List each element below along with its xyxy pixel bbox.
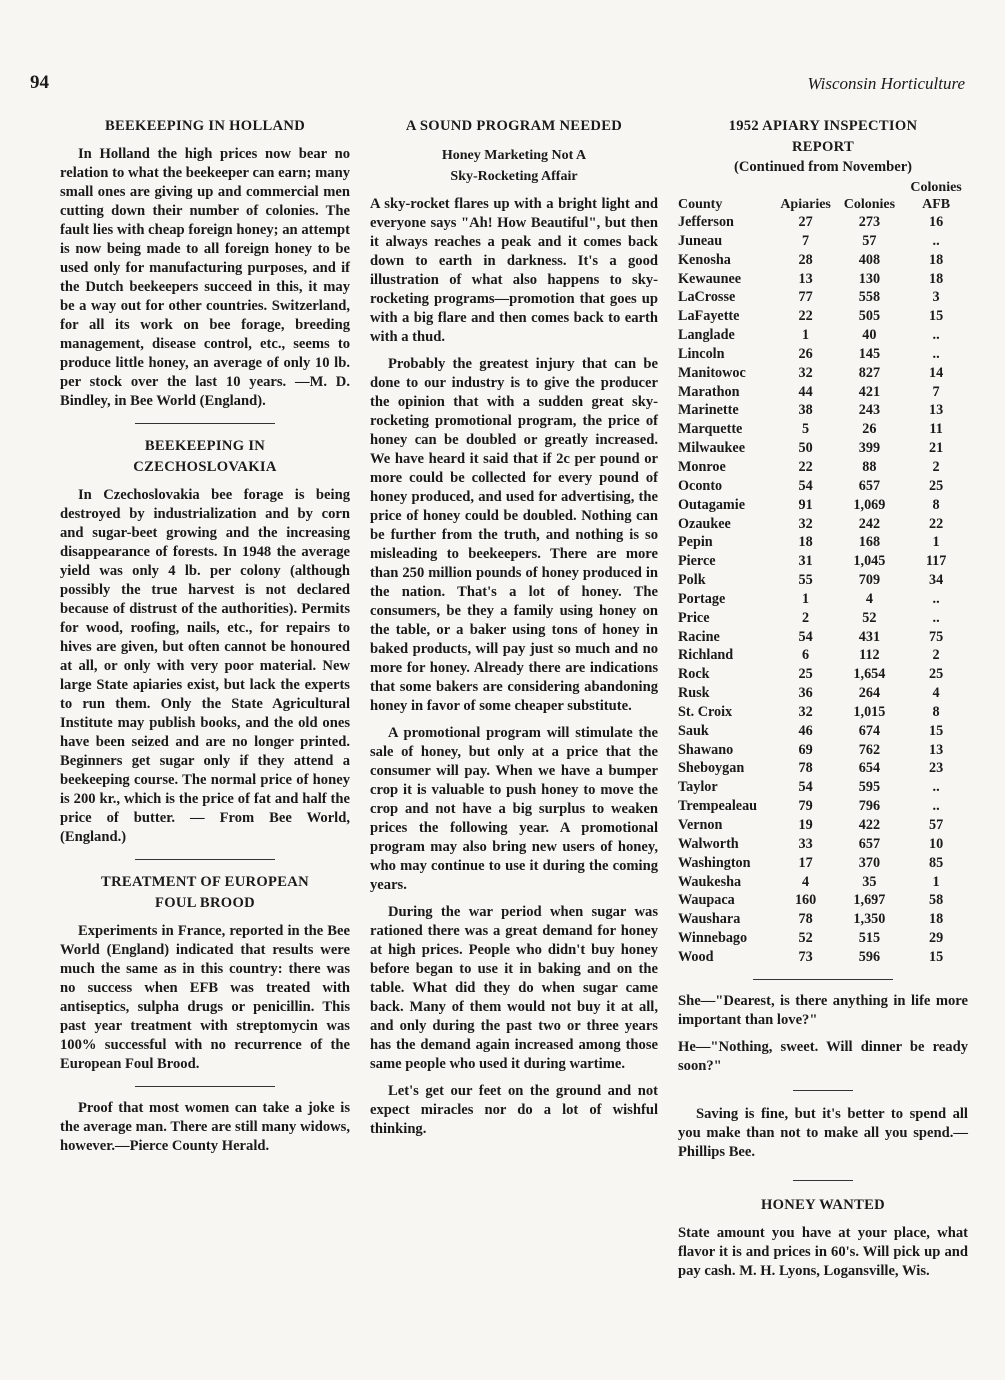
- cell-county: Sauk: [678, 722, 709, 739]
- column-right: [678, 112, 968, 1289]
- table-row: [678, 646, 968, 665]
- cell-county: LaFayette: [678, 308, 740, 325]
- cell-colonies: 595: [858, 779, 881, 796]
- table-row: [678, 684, 968, 703]
- cell-colonies: 4: [865, 590, 873, 607]
- cell-county: Price: [678, 609, 710, 626]
- cell-apiaries: 32: [798, 703, 813, 720]
- cell-apiaries: 50: [798, 440, 813, 457]
- divider: [753, 979, 893, 980]
- foulbrood-heading-line2: FOUL BROOD: [155, 895, 255, 911]
- foulbrood-body: Experiments in France, reported in the Bee World (England) indicated that results were much the same as in this country: there was no success when EFB was treated with antiseptics, sulpha drugs or penicillin. This past year treatment with streptomycin was 100% successful with no recurrence of the European Foul Brood.: [60, 923, 350, 1072]
- cell-county: LaCrosse: [678, 289, 736, 306]
- cell-colonies: 264: [858, 685, 881, 702]
- cell-apiaries: 78: [798, 760, 813, 777]
- report-subtitle: (Continued from November): [733, 159, 913, 175]
- program-paragraph: Let's get our feet on the ground and not expect miracles nor do a lot of wishful thinking.: [370, 1083, 658, 1137]
- cell-apiaries: 54: [798, 628, 813, 645]
- dialog-he: He—"Nothing, sweet. Will dinner be ready soon?": [678, 1038, 968, 1074]
- cell-apiaries: 28: [798, 251, 813, 268]
- table-row: [678, 665, 968, 684]
- divider: [793, 1090, 853, 1091]
- cell-afb: 2: [932, 458, 940, 475]
- table-row: [678, 797, 968, 816]
- dialog-she: She—"Dearest, is there anything in life more important than love?": [678, 992, 968, 1028]
- cell-afb: 25: [929, 477, 944, 494]
- cell-afb: ..: [932, 798, 940, 815]
- cell-afb: 34: [929, 572, 944, 589]
- table-row: [678, 401, 968, 420]
- cell-apiaries: 91: [798, 496, 813, 513]
- table-row: [678, 496, 968, 515]
- table-row: [678, 571, 968, 590]
- cell-colonies: 657: [858, 477, 881, 494]
- czech-body: In Czechoslovakia bee forage is being destroyed by industrialization and by corn and sugar-beet growing and the increasing disappearance of forests. In 1948 the average yield was only 4 lb. per colony (although possibly the true harvest is not declared because of distrust of the authorities). Permits for wood, roofing, nails, etc., for repairs to hives are given, but often cannot be honoured at all, or only with very poor material. New large State apiaries exist, but lack the experts to run them. Only the State Agricultural Institute may publish books, and the old ones have been seized and are no longer printed. Beginners get sugar only if they attend a beekeeping course. The normal price of honey is 200 kr., which is the price of fat and half the price of butter. — From Bee World, (England.): [60, 487, 350, 845]
- table-row: [678, 326, 968, 345]
- cell-afb: 15: [929, 948, 944, 965]
- col-county: County: [678, 197, 723, 212]
- table-row: [678, 816, 968, 835]
- cell-county: Kewaunee: [678, 270, 742, 287]
- cell-county: Trempealeau: [678, 798, 758, 815]
- col-colonies: Colonies: [843, 197, 896, 212]
- cell-afb: 15: [929, 722, 944, 739]
- cell-afb: 18: [929, 251, 944, 268]
- cell-afb: 18: [929, 270, 944, 287]
- cell-afb: 3: [932, 289, 940, 306]
- cell-colonies: 796: [858, 798, 881, 815]
- cell-colonies: 399: [858, 440, 881, 457]
- program-paragraph: Probably the greatest injury that can be done to our industry is to give the producer the opinion that with a sudden great sky-rocketing promotional program, the price of honey can be doubled or greatly increased. We have heard it said that if 2c per pound or more could be collected for every pound of honey produced, and used for advertising, the price of honey could be doubled. Nothing can be further from the truth, and nothing is so misleading to beekeepers. There are more than 250 million pounds of honey produced in the nation. That's a lot of honey. The consumers, be they a family using honey on the table, or a baker using tons of honey in baked products, will pay just so much and no more for honey. Already there are indications that some bakers are considering abandoning honey in favor of some cheaper substitute.: [370, 356, 658, 714]
- cell-county: Winnebago: [678, 930, 748, 947]
- table-row: [678, 477, 968, 496]
- cell-county: Marquette: [678, 421, 743, 438]
- page-number: 94: [30, 72, 49, 93]
- table-row: [678, 778, 968, 797]
- cell-apiaries: 54: [798, 477, 813, 494]
- table-row: [678, 232, 968, 251]
- cell-county: Portage: [678, 590, 726, 607]
- table-row: [678, 439, 968, 458]
- program-paragraph: During the war period when sugar was rationed there was a great demand for honey at high prices. People who didn't buy honey before began to use it in baking and on the table. What did they do when sugar came back. Many of them would not buy it at all, and only during the past two or three years has the demand again increased among those same people who used it during wartime.: [370, 904, 658, 1072]
- table-row: [678, 759, 968, 778]
- cell-county: Langlade: [678, 327, 735, 344]
- table-row: [678, 251, 968, 270]
- czech-heading-line2: CZECHOSLOVAKIA: [133, 459, 277, 475]
- cell-colonies: 1,069: [853, 496, 886, 513]
- cell-colonies: 145: [858, 345, 881, 362]
- table-row: [678, 213, 968, 232]
- cell-colonies: 243: [858, 402, 881, 419]
- report-heading: [678, 116, 968, 158]
- table-row: [678, 270, 968, 289]
- cell-colonies: 505: [858, 308, 881, 325]
- cell-afb: 15: [929, 308, 944, 325]
- cell-county: Walworth: [678, 835, 739, 852]
- cell-county: Juneau: [678, 232, 723, 249]
- divider: [135, 1086, 275, 1087]
- holland-body: In Holland the high prices now bear no relation to what the beekeeper can earn; many small ones are giving up and commercial men cutting down their number of colonies. The fault lies with cheap foreign honey; an attempt is now being made to all foreign honey to be used only for manufacturing purposes, and if the Dutch beekeepers succeed in this, it may be a way out for other countries. Switzerland, for all its work on bee forage, breeding management, disease control, etc., seems to produce little honey, an average of only 10 lb. per stock over the last 10 years. —M. D. Bindley, in Bee World (England).: [60, 146, 350, 409]
- cell-colonies: 130: [858, 270, 881, 287]
- table-row: [678, 458, 968, 477]
- cell-apiaries: 78: [798, 911, 813, 928]
- col-colonies-afb-line1: Colonies: [910, 180, 962, 195]
- cell-apiaries: 33: [798, 835, 813, 852]
- cell-afb: 8: [932, 496, 940, 513]
- cell-apiaries: 73: [798, 948, 813, 965]
- cell-county: Wood: [678, 948, 714, 965]
- program-heading: A SOUND PROGRAM NEEDED: [405, 118, 623, 134]
- cell-apiaries: 19: [798, 817, 813, 833]
- cell-apiaries: 32: [798, 515, 813, 532]
- table-row: [678, 948, 968, 967]
- cell-colonies: 431: [858, 628, 881, 645]
- czech-heading: [60, 436, 350, 478]
- table-header-row: [678, 179, 968, 213]
- table-row: [678, 628, 968, 647]
- cell-apiaries: 17: [798, 854, 813, 871]
- czech-heading-line1: BEEKEEPING IN: [144, 438, 266, 454]
- cell-afb: 14: [929, 364, 944, 381]
- cell-apiaries: 31: [798, 553, 813, 570]
- cell-colonies: 35: [862, 873, 877, 890]
- cell-apiaries: 13: [798, 270, 813, 287]
- cell-afb: 1: [932, 534, 940, 551]
- program-subheading-line1: Honey Marketing Not A: [441, 148, 587, 163]
- cell-afb: 22: [929, 515, 944, 532]
- table-row: [678, 383, 968, 402]
- cell-afb: 58: [929, 892, 944, 909]
- cell-colonies: 422: [858, 817, 881, 833]
- running-head: Wisconsin Horticulture: [807, 74, 965, 93]
- cell-county: Pepin: [678, 534, 713, 551]
- cell-apiaries: 1: [802, 327, 810, 344]
- cell-apiaries: 160: [794, 892, 817, 909]
- col-colonies-afb: [904, 179, 968, 213]
- column-middle: [370, 112, 658, 1147]
- cell-afb: 29: [929, 930, 944, 947]
- cell-apiaries: 27: [798, 214, 813, 230]
- cell-county: Lincoln: [678, 345, 725, 362]
- cell-afb: 8: [932, 703, 940, 720]
- cell-county: Marinette: [678, 402, 739, 419]
- cell-colonies: 408: [858, 251, 881, 268]
- report-heading-line1: 1952 APIARY INSPECTION: [728, 118, 918, 134]
- cell-apiaries: 1: [802, 590, 810, 607]
- cell-county: Richland: [678, 647, 734, 664]
- cell-colonies: 168: [858, 534, 881, 551]
- table-row: [678, 420, 968, 439]
- cell-afb: ..: [932, 779, 940, 796]
- table-row: [678, 835, 968, 854]
- cell-colonies: 1,015: [853, 703, 886, 720]
- cell-afb: ..: [932, 590, 940, 607]
- cell-afb: 13: [929, 402, 944, 419]
- joke-filler: Proof that most women can take a joke is the average man. There are still many widows, however.—Pierce County Herald.: [60, 1100, 350, 1154]
- cell-apiaries: 22: [798, 458, 813, 475]
- cell-colonies: 1,045: [853, 553, 886, 570]
- cell-colonies: 57: [862, 232, 877, 249]
- cell-apiaries: 26: [798, 345, 813, 362]
- cell-colonies: 1,350: [853, 911, 886, 928]
- cell-afb: 11: [929, 421, 943, 438]
- foulbrood-heading-line1: TREATMENT OF EUROPEAN: [101, 874, 309, 890]
- cell-colonies: 242: [858, 515, 881, 532]
- holland-heading: BEEKEEPING IN HOLLAND: [104, 118, 306, 134]
- table-row: [678, 307, 968, 326]
- cell-apiaries: 69: [798, 741, 813, 758]
- cell-county: Polk: [678, 572, 706, 589]
- cell-afb: ..: [932, 232, 940, 249]
- cell-county: Outagamie: [678, 496, 745, 513]
- cell-apiaries: 32: [798, 364, 813, 381]
- cell-apiaries: 77: [798, 289, 813, 306]
- cell-apiaries: 22: [798, 308, 813, 325]
- divider: [793, 1180, 853, 1181]
- foulbrood-heading: [60, 872, 350, 914]
- cell-apiaries: 5: [802, 421, 810, 438]
- cell-colonies: 273: [858, 214, 881, 230]
- table-row: [678, 288, 968, 307]
- cell-colonies: 52: [862, 609, 877, 626]
- cell-county: Vernon: [678, 817, 723, 833]
- cell-apiaries: 38: [798, 402, 813, 419]
- cell-county: Waupaca: [678, 892, 735, 909]
- cell-county: St. Croix: [678, 703, 733, 720]
- cell-county: Sheboygan: [678, 760, 745, 777]
- cell-county: Milwaukee: [678, 440, 745, 457]
- program-paragraph: A promotional program will stimulate the sale of honey, but only at a price that the consumer will pay. When we have a bumper crop it is valuable to push honey to move the crop and not have a big surplus to weaken prices the following year. A promotional program may also bring new users of honey, who may continue to use it during the coming years.: [370, 725, 658, 893]
- column-left: [60, 112, 350, 1164]
- cell-colonies: 1,654: [853, 666, 886, 683]
- divider: [135, 859, 275, 860]
- table-row: [678, 345, 968, 364]
- cell-colonies: 709: [858, 572, 881, 589]
- cell-county: Oconto: [678, 477, 723, 494]
- table-row: [678, 929, 968, 948]
- cell-county: Shawano: [678, 741, 734, 758]
- cell-afb: ..: [932, 327, 940, 344]
- cell-apiaries: 25: [798, 666, 813, 683]
- cell-afb: 21: [929, 440, 944, 457]
- cell-afb: ..: [932, 609, 940, 626]
- cell-county: Taylor: [678, 779, 718, 796]
- program-subheading: [370, 145, 658, 187]
- cell-apiaries: 55: [798, 572, 813, 589]
- cell-county: Racine: [678, 628, 720, 645]
- table-row: [678, 891, 968, 910]
- table-row: [678, 609, 968, 628]
- cell-colonies: 88: [862, 458, 877, 475]
- saving-filler: Saving is fine, but it's better to spend all you make than not to make all you spend.—Phillips Bee.: [678, 1105, 968, 1160]
- cell-colonies: 827: [858, 364, 881, 381]
- cell-apiaries: 54: [798, 779, 813, 796]
- cell-colonies: 421: [858, 383, 881, 400]
- table-row: [678, 741, 968, 760]
- cell-afb: 10: [929, 835, 944, 852]
- table-row: [678, 364, 968, 383]
- cell-afb: 57: [929, 817, 944, 833]
- apiary-table: [678, 179, 968, 967]
- table-row: [678, 722, 968, 741]
- cell-afb: 4: [932, 685, 940, 702]
- col-apiaries: Apiaries: [780, 197, 831, 212]
- cell-apiaries: 44: [798, 383, 813, 400]
- cell-colonies: 657: [858, 835, 881, 852]
- program-paragraph: A sky-rocket flares up with a bright light and everyone says "Ah! How Beautiful", but then it always reaches a peak and it comes back down to earth in darkness. It's a good illustration of what also happens to sky-rocketing programs—promotion that goes up with a big flare and then comes back to earth with a thud.: [370, 196, 658, 345]
- table-row: [678, 533, 968, 552]
- cell-apiaries: 36: [798, 685, 813, 702]
- cell-county: Waukesha: [678, 873, 742, 890]
- program-subheading-line2: Sky-Rocketing Affair: [450, 169, 578, 184]
- wanted-body: State amount you have at your place, what flavor it is and prices in 60's. Will pick up and pay cash. M. H. Lyons, Logansville, Wis.: [678, 1224, 968, 1279]
- cell-colonies: 596: [858, 948, 881, 965]
- cell-afb: 23: [929, 760, 944, 777]
- cell-apiaries: 46: [798, 722, 813, 739]
- table-row: [678, 515, 968, 534]
- cell-county: Jefferson: [678, 214, 734, 230]
- cell-colonies: 674: [858, 722, 881, 739]
- cell-afb: 18: [929, 911, 944, 928]
- cell-afb: 85: [929, 854, 944, 871]
- table-row: [678, 873, 968, 892]
- cell-county: Marathon: [678, 383, 740, 400]
- cell-county: Washington: [678, 854, 751, 871]
- cell-colonies: 558: [858, 289, 881, 306]
- cell-colonies: 370: [858, 854, 881, 871]
- cell-county: Monroe: [678, 458, 726, 475]
- cell-afb: ..: [932, 345, 940, 362]
- cell-apiaries: 18: [798, 534, 813, 551]
- cell-county: Rock: [678, 666, 710, 683]
- cell-apiaries: 52: [798, 930, 813, 947]
- table-row: [678, 910, 968, 929]
- cell-afb: 75: [929, 628, 944, 645]
- cell-afb: 1: [932, 873, 940, 890]
- cell-county: Pierce: [678, 553, 716, 570]
- cell-county: Kenosha: [678, 251, 731, 268]
- cell-colonies: 654: [858, 760, 881, 777]
- cell-colonies: 26: [862, 421, 877, 438]
- table-row: [678, 590, 968, 609]
- wanted-heading: HONEY WANTED: [760, 1196, 886, 1213]
- cell-county: Waushara: [678, 911, 741, 928]
- table-row: [678, 854, 968, 873]
- cell-apiaries: 2: [802, 609, 810, 626]
- cell-colonies: 762: [858, 741, 881, 758]
- cell-apiaries: 6: [802, 647, 810, 664]
- cell-colonies: 112: [859, 647, 880, 664]
- table-row: [678, 703, 968, 722]
- cell-afb: 2: [932, 647, 940, 664]
- cell-afb: 7: [932, 383, 940, 400]
- table-row: [678, 552, 968, 571]
- cell-colonies: 40: [862, 327, 877, 344]
- col-colonies-afb-line2: AFB: [922, 197, 951, 212]
- cell-afb: 16: [929, 214, 944, 230]
- cell-apiaries: 79: [798, 798, 813, 815]
- cell-apiaries: 4: [802, 873, 810, 890]
- report-heading-line2: REPORT: [791, 139, 855, 155]
- cell-county: Manitowoc: [678, 364, 746, 381]
- cell-colonies: 1,697: [853, 892, 886, 909]
- cell-colonies: 515: [858, 930, 881, 947]
- cell-afb: 25: [929, 666, 944, 683]
- cell-county: Rusk: [678, 685, 710, 702]
- cell-county: Ozaukee: [678, 515, 731, 532]
- cell-apiaries: 7: [802, 232, 810, 249]
- cell-afb: 117: [925, 553, 947, 570]
- cell-afb: 13: [929, 741, 944, 758]
- divider: [135, 423, 275, 424]
